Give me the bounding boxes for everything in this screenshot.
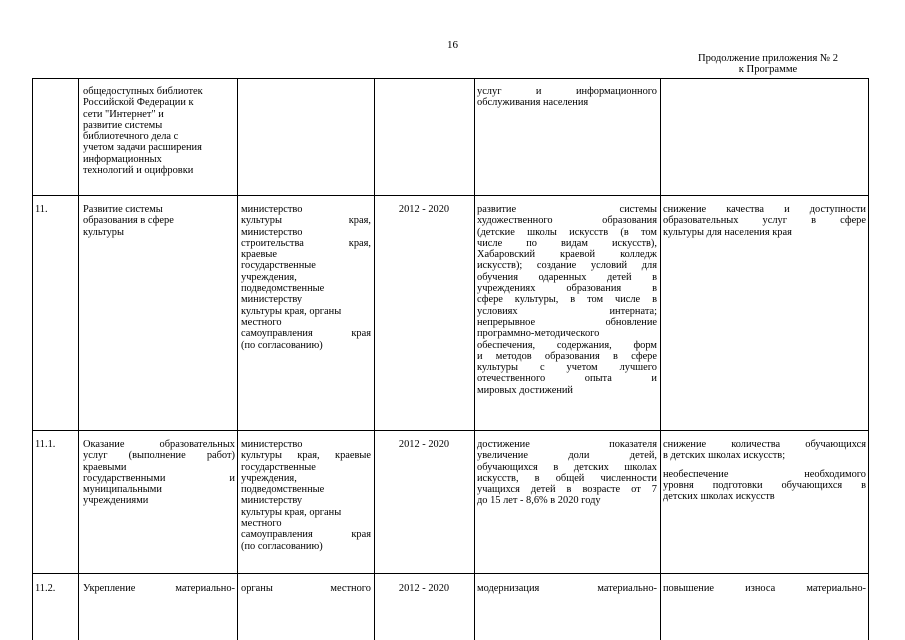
text-line: (по согласованию) bbox=[241, 339, 323, 351]
text-line: министерство bbox=[241, 226, 303, 238]
column-divider bbox=[374, 78, 375, 640]
text-line: и методов образования в сфере bbox=[477, 350, 657, 362]
table-row-0-content bbox=[477, 86, 657, 109]
text-line: государственными и bbox=[83, 472, 235, 484]
text-line: культуры края, органы bbox=[241, 305, 342, 317]
row-divider bbox=[32, 78, 869, 79]
text-line: учетом задачи расширения bbox=[83, 142, 202, 154]
text-line: (детские школы искусств (в том bbox=[477, 226, 657, 238]
text-line: (по согласованию) bbox=[241, 540, 323, 552]
continuation-note bbox=[668, 53, 868, 75]
table-row-3-consequence bbox=[663, 583, 866, 594]
text-line: обучения одаренных детей в bbox=[477, 271, 657, 283]
table-row-3-period: 2012 - 2020 bbox=[398, 583, 450, 594]
text-line: самоуправления края bbox=[241, 328, 371, 340]
text-line: учащихся детей в возрасте от 7 bbox=[477, 484, 657, 496]
table-row-1-number: 11. bbox=[35, 204, 48, 215]
text-line: министерство bbox=[241, 439, 303, 450]
page-number: 16 bbox=[447, 39, 458, 51]
table-row-0-name bbox=[83, 86, 233, 176]
row-divider bbox=[32, 430, 869, 431]
text-line: повышение износа материально- bbox=[663, 583, 866, 594]
table-row-3-number: 11.2. bbox=[35, 583, 56, 594]
text-line: условиях интерната; bbox=[477, 305, 657, 317]
text-line: обслуживания населения bbox=[477, 97, 589, 109]
column-divider bbox=[474, 78, 475, 640]
table-row-1-content bbox=[477, 204, 657, 396]
text-line: в детских школах искусств; bbox=[663, 450, 786, 462]
text-line: модернизация материально- bbox=[477, 583, 657, 594]
column-divider bbox=[660, 78, 661, 640]
text-line: обучающихся в детских школах bbox=[477, 461, 657, 473]
text-line: Хабаровский краевой колледж bbox=[477, 249, 657, 261]
table-row-2-content bbox=[477, 439, 657, 507]
text-line: культуры bbox=[83, 226, 124, 238]
text-line: местного bbox=[241, 518, 282, 530]
text-line: Российской Федерации к bbox=[83, 97, 194, 109]
table-row-2-period: 2012 - 2020 bbox=[398, 439, 450, 450]
text-line: Оказание образовательных bbox=[83, 439, 235, 450]
text-line: образовательных услуг в сфере bbox=[663, 215, 866, 227]
continuation-line-1: Продолжение приложения № 2 bbox=[697, 53, 839, 64]
text-line: культуры для населения края bbox=[663, 226, 792, 238]
text-line: услуг (выполнение работ) bbox=[83, 450, 235, 462]
text-line: искусств); создание условий для bbox=[477, 260, 657, 272]
table-row-3-executor bbox=[241, 583, 371, 594]
table-row-1-consequence bbox=[663, 204, 866, 238]
text-line: учреждения, bbox=[241, 472, 297, 484]
text-line: учреждениями bbox=[83, 495, 149, 507]
text-line: непрерывное обновление bbox=[477, 316, 657, 328]
column-divider bbox=[237, 78, 238, 640]
table-row-1-period: 2012 - 2020 bbox=[398, 204, 450, 215]
text-line: уровня подготовки обучающихся в bbox=[663, 479, 866, 491]
text-line: до 15 лет - 8,6% в 2020 году bbox=[477, 495, 601, 507]
text-line: снижение количества обучающихся bbox=[663, 439, 866, 450]
text-line: культуры края, краевые bbox=[241, 450, 371, 462]
text-line: органы местного bbox=[241, 583, 371, 594]
table-row-2-consequence bbox=[663, 439, 866, 502]
text-line: государственные bbox=[241, 461, 316, 473]
text-line: министерству bbox=[241, 495, 303, 507]
text-line: обеспечения, содержания, форм bbox=[477, 339, 657, 351]
text-line: увеличение доли детей, bbox=[477, 450, 657, 462]
text-line: культуры края, bbox=[241, 215, 371, 227]
text-line: библиотечного дела с bbox=[83, 131, 179, 143]
text-line: художественного образования bbox=[477, 215, 657, 227]
text-line: образования в сфере bbox=[83, 215, 174, 227]
programme-table bbox=[32, 78, 869, 640]
text-line: отечественного опыта и bbox=[477, 373, 657, 385]
text-line: программно-методического bbox=[477, 328, 600, 340]
text-line: искусств, в общей численности bbox=[477, 472, 657, 484]
table-row-3-name bbox=[83, 583, 235, 594]
text-line: Развитие системы bbox=[83, 204, 163, 215]
text-line: культуры края, органы bbox=[241, 506, 342, 518]
text-line: краевые bbox=[241, 249, 277, 261]
text-line: подведомственные bbox=[241, 283, 325, 295]
text-line: снижение качества и доступности bbox=[663, 204, 866, 215]
text-line: Укрепление материально- bbox=[83, 583, 235, 594]
row-divider bbox=[32, 573, 869, 574]
text-line: строительства края, bbox=[241, 237, 371, 249]
text-line: общедоступных библиотек bbox=[83, 86, 203, 97]
text-line: министерству bbox=[241, 294, 303, 306]
text-line: мировых достижений bbox=[477, 384, 573, 396]
table-row-1-name bbox=[83, 204, 233, 238]
text-line: самоуправления края bbox=[241, 529, 371, 541]
continuation-line-2: к Программе bbox=[738, 64, 798, 75]
text-line: достижение показателя bbox=[477, 439, 657, 450]
text-line: развитие системы bbox=[477, 204, 657, 215]
text-line: краевыми bbox=[83, 461, 127, 473]
text-line: муниципальными bbox=[83, 484, 162, 496]
table-row-3-content bbox=[477, 583, 657, 594]
text-line: государственные bbox=[241, 260, 316, 272]
text-line: числе по видам искусств), bbox=[477, 237, 657, 249]
text-line: сети "Интернет" и bbox=[83, 108, 164, 120]
text-line: необеспечение необходимого bbox=[663, 468, 866, 480]
text-line: культуры с учетом лучшего bbox=[477, 362, 657, 374]
text-line: учреждениях образования в bbox=[477, 283, 657, 295]
row-divider bbox=[32, 195, 869, 196]
table-row-2-name bbox=[83, 439, 235, 507]
text-line: подведомственные bbox=[241, 484, 325, 496]
column-divider bbox=[78, 78, 79, 640]
table-border-left bbox=[32, 78, 33, 640]
text-line: детских школах искусств bbox=[663, 491, 775, 503]
table-border-right bbox=[868, 78, 869, 640]
text-line: информационных bbox=[83, 153, 162, 165]
text-line: услуг и информационного bbox=[477, 86, 657, 97]
text-line: министерство bbox=[241, 204, 303, 215]
text-line: технологий и оцифровки bbox=[83, 165, 194, 177]
table-row-1-executor bbox=[241, 204, 371, 351]
table-row-2-number: 11.1. bbox=[35, 439, 56, 450]
table-row-2-executor bbox=[241, 439, 371, 552]
text-line: сфере культуры, в том числе в bbox=[477, 294, 657, 306]
text-line: местного bbox=[241, 316, 282, 328]
text-line: учреждения, bbox=[241, 271, 297, 283]
text-line: развитие системы bbox=[83, 119, 163, 131]
